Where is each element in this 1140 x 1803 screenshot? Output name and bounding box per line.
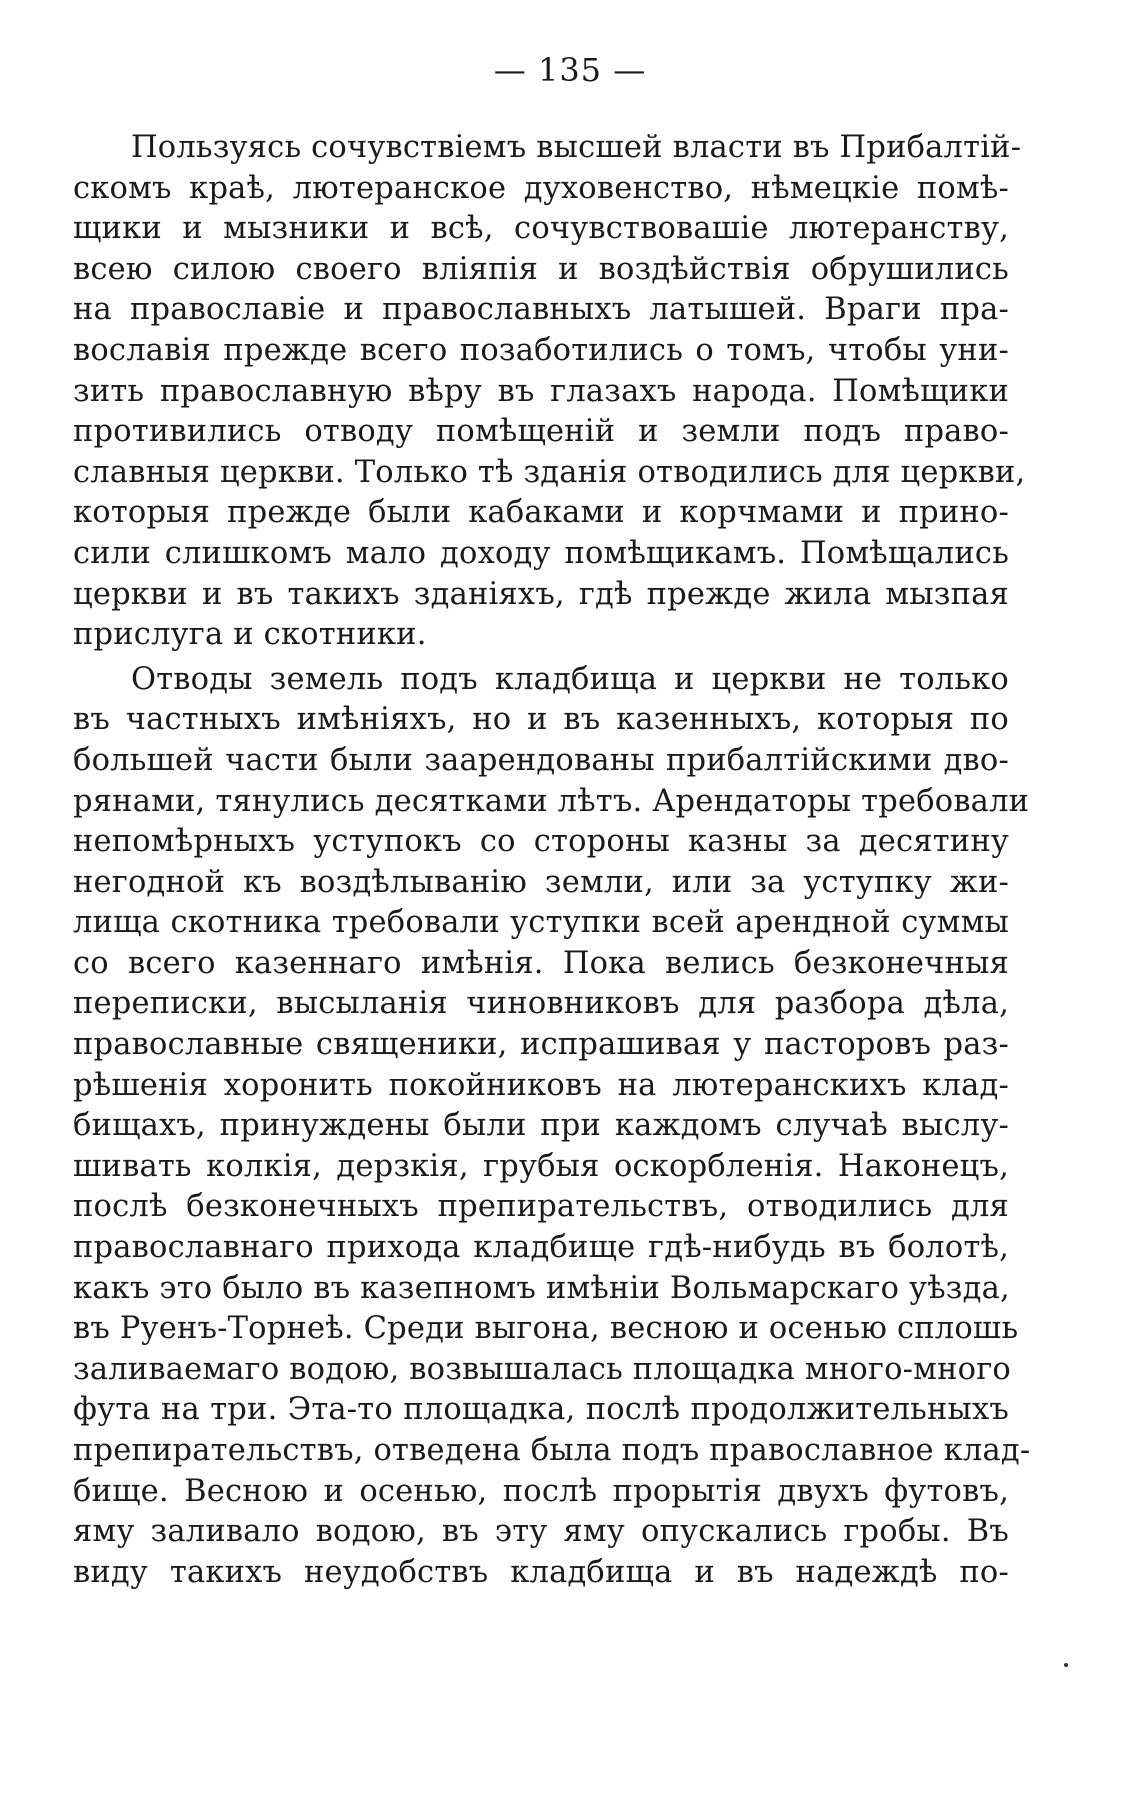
text-line: зить православную вѣру въ глазахъ народа. Помѣщики [73,373,1009,409]
text-line: противились отводу помѣщеній и земли подъ право- [73,414,1009,450]
text-line: бищахъ, принуждены были при каждомъ случаѣ выслу- [73,1108,1009,1144]
body-text [73,128,1031,1593]
text-line: рѣшенія хоронить покойниковъ на лютеранскихъ клад- [73,1067,1009,1103]
text-line: со всего казеннаго имѣнія. Пока велись безконечныя [73,945,1009,981]
text-line: заливаемаго водою, возвышалась площадка много-много [73,1351,1011,1387]
text-line: рянами, тянулись десятками лѣтъ. Арендаторы требовали [73,783,1030,819]
text-line: лища скотника требовали уступки всей арендной суммы [73,905,1009,941]
text-line: которыя прежде были кабаками и корчмами и прино- [73,495,1009,531]
paragraph-1 [73,128,1026,656]
text-line: православные священики, испрашивая у пасторовъ раз- [73,1027,1009,1063]
paragraph-2 [73,660,1031,1594]
text-line: яму заливало водою, въ эту яму опускались гробы. Въ [73,1514,1009,1550]
text-line: переписки, высыланія чиновниковъ для разбора дѣла, [73,986,1009,1022]
text-line: славныя церкви. Только тѣ зданія отводились для церкви, [73,454,1026,490]
text-line: препирательствъ, отведена была подъ православное клад- [73,1433,1031,1468]
text-line: прислуга и скотники. [73,617,427,653]
text-line: въ Руенъ-Торнеѣ. Среди выгона, весною и осенью сплошь [73,1311,1019,1347]
text-line: вославія прежде всего позаботились о томъ, чтобы уни- [73,332,1009,368]
text-line: послѣ безконечныхъ препирательствъ, отводились для [73,1189,1009,1225]
text-line: Отводы земель подъ кладбища и церкви не только [131,661,1009,697]
text-line: бище. Весною и осенью, послѣ прорытія двухъ футовъ, [73,1473,1009,1509]
print-speck [1064,1663,1068,1667]
text-line: православнаго прихода кладбище гдѣ-нибудь въ болотѣ, [73,1230,1009,1266]
text-line: всею силою своего вліяпія и воздѣйствія обрушились [73,251,1009,287]
text-line: сили слишкомъ мало доходу помѣщикамъ. Помѣщались [73,535,1009,571]
text-line: въ частныхъ имѣніяхъ, но и въ казенныхъ, которыя по [73,702,1009,738]
text-line: щики и мызники и всѣ, сочувствовашіе лютеранству, [73,211,1009,247]
text-line: фута на три. Эта-то площадка, послѣ продолжительныхъ [73,1392,1009,1428]
text-line: виду такихъ неудобствъ кладбища и въ надеждѣ по- [73,1554,1009,1590]
text-line: шивать колкія, дерзкія, грубыя оскорбленія. Наконецъ, [73,1148,1009,1184]
text-line: негодной къ воздѣлыванію земли, или за уступку жи- [73,864,1009,900]
text-line: какъ это было въ казепномъ имѣніи Вольмарскаго уѣзда, [73,1270,1010,1306]
text-line: церкви и въ такихъ зданіяхъ, гдѣ прежде жила мызпая [73,576,1009,612]
text-line: на православіе и православныхъ латышей. Враги пра- [73,292,1009,328]
text-line: большей части были заарендованы прибалтійскими дво- [73,742,1009,778]
text-line: непомѣрныхъ уступокъ со стороны казны за десятину [73,824,1009,860]
text-line: Пользуясь сочувствіемъ высшей власти въ Прибалтій- [131,130,1022,165]
page-number: — 135 — [493,51,647,89]
text-line: скомъ краѣ, лютеранское духовенство, нѣмецкіе помѣ- [73,170,1009,206]
